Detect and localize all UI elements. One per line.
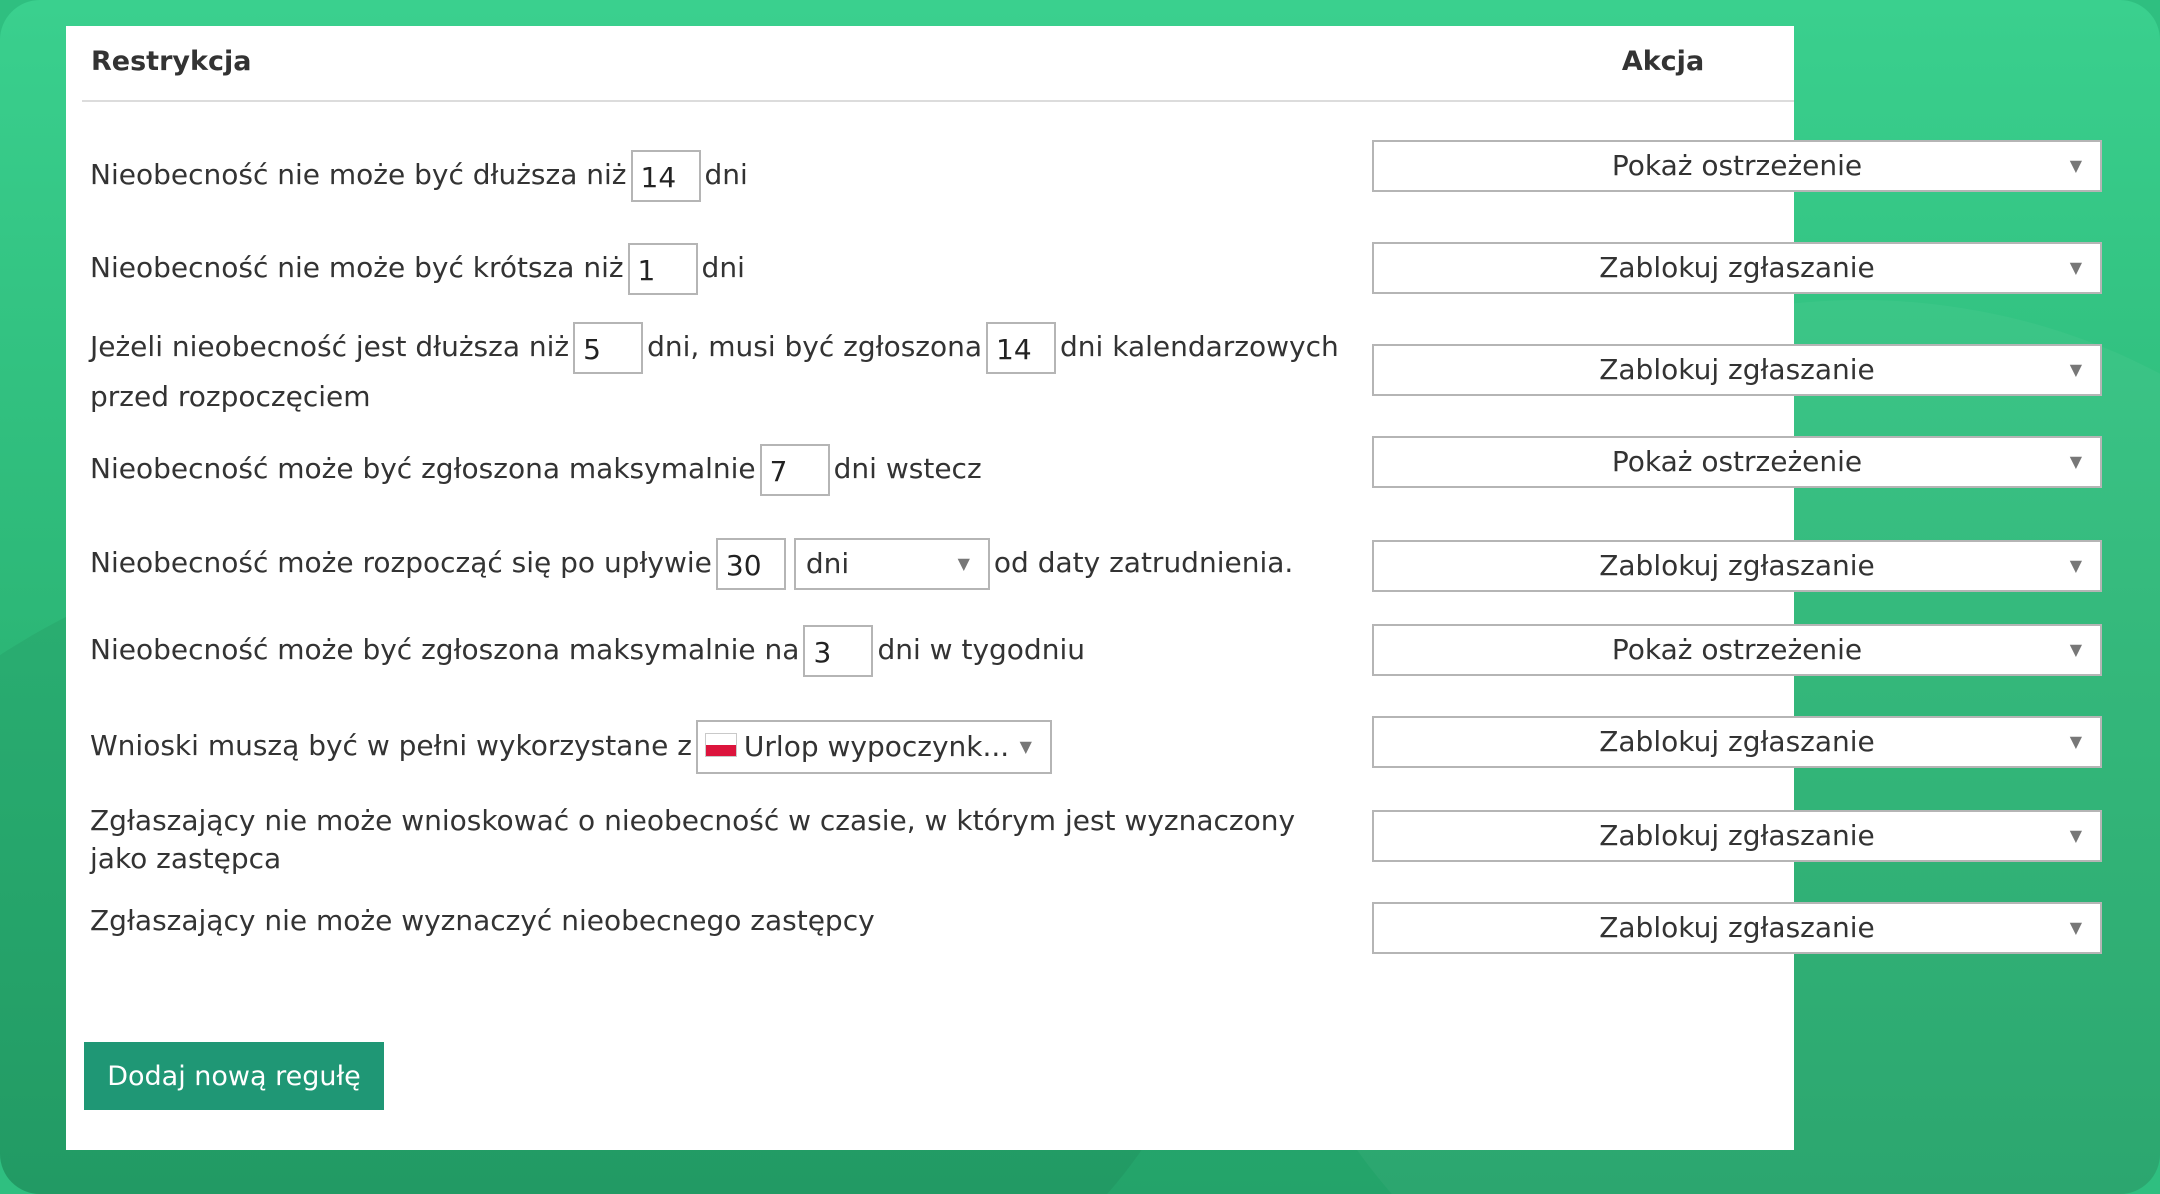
rule-text: dni wstecz <box>833 452 982 485</box>
leave-type-select[interactable] <box>696 720 1052 774</box>
days-input[interactable]: 30 <box>716 538 786 590</box>
time-unit-value: dni <box>805 547 850 580</box>
rule-text: dni kalendarzowych przed rozpoczęciem <box>90 330 1339 413</box>
column-header-action: Akcja <box>1621 46 1705 77</box>
chevron-down-icon: ▼ <box>2069 826 2082 845</box>
action-select[interactable] <box>1372 540 2102 592</box>
days-input[interactable]: 14 <box>631 150 701 202</box>
rule-text: Nieobecność nie może być dłuższa niż <box>90 158 627 191</box>
rule-description <box>90 150 1350 202</box>
rule-text: Nieobecność może rozpocząć się po upływie <box>90 546 712 579</box>
chevron-down-icon: ▼ <box>1019 737 1032 756</box>
rule-description <box>90 720 1350 774</box>
rule-description <box>90 444 1350 496</box>
chevron-down-icon: ▼ <box>957 554 970 573</box>
days-input[interactable]: 1 <box>628 243 698 295</box>
action-select-value: Pokaż ostrzeżenie <box>1611 633 1863 666</box>
table-header <box>82 26 1794 102</box>
days-input[interactable]: 5 <box>573 322 643 374</box>
action-select[interactable] <box>1372 140 2102 192</box>
rule-text: Nieobecność może być zgłoszona maksymalnie na <box>90 633 800 666</box>
rule-text: od daty zatrudnienia. <box>993 546 1294 579</box>
leave-type-value: Urlop wypoczynk... <box>743 730 1010 763</box>
action-select-value: Pokaż ostrzeżenie <box>1611 149 1863 182</box>
rule-text: dni <box>704 158 748 191</box>
chevron-down-icon: ▼ <box>2069 360 2082 379</box>
chevron-down-icon: ▼ <box>2069 452 2082 471</box>
action-select-value: Zablokuj zgłaszanie <box>1599 911 1875 944</box>
rule-description <box>90 625 1350 677</box>
rule-text: Wnioski muszą być w pełni wykorzystane z <box>90 729 692 762</box>
action-select[interactable] <box>1372 344 2102 396</box>
chevron-down-icon: ▼ <box>2069 640 2082 659</box>
action-select-value: Zablokuj zgłaszanie <box>1599 251 1875 284</box>
action-select[interactable] <box>1372 242 2102 294</box>
rule-text: Zgłaszający nie może wnioskować o nieobecność w czasie, w którym jest wyznaczony jako zastępca <box>90 804 1296 875</box>
action-select-value: Zablokuj zgłaszanie <box>1599 819 1875 852</box>
chevron-down-icon: ▼ <box>2069 258 2082 277</box>
time-unit-select[interactable] <box>794 538 990 590</box>
action-select-value: Zablokuj zgłaszanie <box>1599 725 1875 758</box>
chevron-down-icon: ▼ <box>2069 732 2082 751</box>
days-input[interactable]: 3 <box>803 625 873 677</box>
action-select-value: Zablokuj zgłaszanie <box>1599 549 1875 582</box>
poland-flag-icon <box>706 734 736 756</box>
rule-description <box>90 802 1300 878</box>
action-select-value: Pokaż ostrzeżenie <box>1611 445 1863 478</box>
rules-card <box>66 26 2082 1150</box>
rule-description <box>90 243 1350 295</box>
add-rule-button[interactable]: Dodaj nową regułę <box>84 1042 384 1110</box>
rule-description <box>90 322 1340 420</box>
column-header-restriction: Restrykcja <box>91 46 252 77</box>
days-input[interactable]: 14 <box>986 322 1056 374</box>
rule-text: Nieobecność nie może być krótsza niż <box>90 251 624 284</box>
rule-description <box>90 538 1350 590</box>
rule-text: Jeżeli nieobecność jest dłuższa niż <box>90 330 570 363</box>
action-select-value: Zablokuj zgłaszanie <box>1599 353 1875 386</box>
rule-text: Zgłaszający nie może wyznaczyć nieobecnego zastępcy <box>90 904 875 937</box>
action-select[interactable] <box>1372 902 2102 954</box>
action-select[interactable] <box>1372 624 2102 676</box>
action-select[interactable] <box>1372 810 2102 862</box>
rule-text: dni w tygodniu <box>877 633 1085 666</box>
rule-text: dni <box>701 251 745 284</box>
days-input[interactable]: 7 <box>760 444 830 496</box>
rule-text: Nieobecność może być zgłoszona maksymalnie <box>90 452 756 485</box>
action-select[interactable] <box>1372 436 2102 488</box>
chevron-down-icon: ▼ <box>2069 156 2082 175</box>
action-select[interactable] <box>1372 716 2102 768</box>
chevron-down-icon: ▼ <box>2069 556 2082 575</box>
rule-text: dni, musi być zgłoszona <box>647 330 983 363</box>
rule-description <box>90 902 1350 940</box>
chevron-down-icon: ▼ <box>2069 918 2082 937</box>
